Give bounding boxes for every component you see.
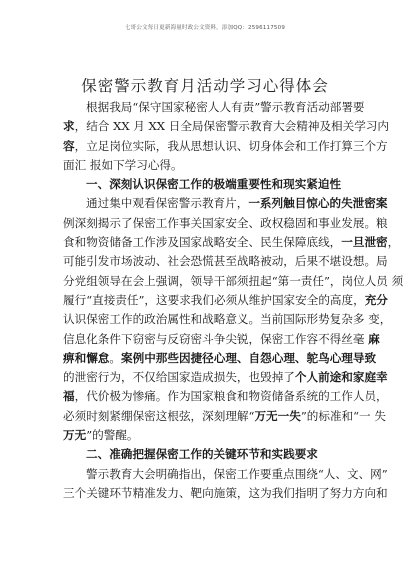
text-segment: 的泄密行为，不仅给国家造成损失，也毁掉了 [63,370,295,385]
document-title: 保密警示教育月活动学习心得体会 [81,77,329,95]
text-line [63,349,377,368]
text-line [63,98,365,117]
text-line [63,272,404,291]
text-line [63,214,388,233]
text-segment: 必须时刻紧绷保密这根弦，深刻理解“ [63,408,255,423]
bold-text-segment: 个人前途和家庭幸 [294,370,388,385]
text-line [63,156,347,175]
bold-text-segment: 充分 [364,292,388,307]
bold-text-segment: 容 [63,138,75,153]
text-segment: ”的警醒。 [86,428,139,443]
text-segment: ，立足岗位实际，我从思想认识、切身体会和工作打算三个方 [74,138,388,153]
text-line [63,233,400,252]
text-segment: ”的标准和“一 失 [300,408,386,423]
text-line [63,252,388,271]
section-heading [63,445,347,464]
text-line [63,484,388,503]
bold-text-segment: 麻 [368,331,380,346]
text-segment: 一、深刻认识保密工作的极端重要性和现实紧迫性 [86,177,342,192]
text-segment: 认识保密工作的政治属性和战略意义。当前国际形势复杂多 变， [63,312,392,327]
header-note: 七哥公文每日更新海量时政公文资料，添加QQ：2596117509 [124,25,286,31]
text-segment: 三个关键环节精准发力、靶向施策，这为我们指明了努力方向和 [63,485,388,500]
section-heading [63,175,347,194]
text-line [63,465,388,484]
text-segment: 食和物资储备工作涉及国家战略安全、民生保障底线， [63,235,342,250]
text-line [63,330,380,349]
text-segment: ，代价极为惨痛。作为国家粮食和物资储备系统的工作人员， [74,389,388,404]
text-line [63,310,392,329]
text-line [63,117,390,136]
bold-text-segment: 一系列触目惊心的失泄密案 [248,196,388,211]
text-segment: 。 [109,350,121,365]
text-line [63,137,388,156]
text-line [63,368,388,387]
text-segment: ，结合 XX 月 XX 日全局保密警示教育大会精神及相关学习内 [74,119,390,134]
bold-text-segment: 求 [63,119,75,134]
text-line [63,387,388,406]
text-segment: 警示教育大会明确指出，保密工作要重点围绕“人、文、网” [86,466,388,481]
text-segment: 可能引发市场波动、社会恐慌甚至战略被动，后果不堪设想。局 [63,254,388,269]
text-segment: 分党组领导在会上强调，领导干部须扭起“第一责任”，岗位人员 须 [63,273,404,288]
bold-text-segment: 案例中那些因捷径心理、自怨心理、鸵鸟心理导致 [121,350,377,365]
text-segment: 二、准确把握保密工作的关键环节和实践要求 [86,447,318,462]
bold-text-segment: 福 [63,389,75,404]
text-segment: 信息化条件下窃密与反窃密斗争尖锐，保密工作容不得丝毫 [63,331,369,346]
document-body [63,98,404,503]
text-segment: 面汇 报如下学习心得。 [63,157,183,172]
text-segment: ， [387,235,400,250]
bold-text-segment: 痹和懈怠 [63,350,110,365]
bold-text-segment: 万无一失 [254,408,301,423]
text-segment: 例深刻揭示了保密工作事关国家安全、政权稳固和事业发展。粮 [63,215,388,230]
text-segment: 根据我局“保守国家秘密人人有责”警示教育活动部署要 [86,100,365,114]
text-line [63,194,388,213]
text-line [63,291,388,310]
text-segment: 通过集中观看保密警示教育片， [86,196,249,211]
bold-text-segment: 万无 [63,428,87,443]
text-line [63,407,386,426]
text-line [63,426,347,445]
bold-text-segment: 一旦泄密 [341,235,388,250]
text-segment: 履行“直接责任”，这要求我们必须从维护国家安全的高度， [63,292,365,307]
